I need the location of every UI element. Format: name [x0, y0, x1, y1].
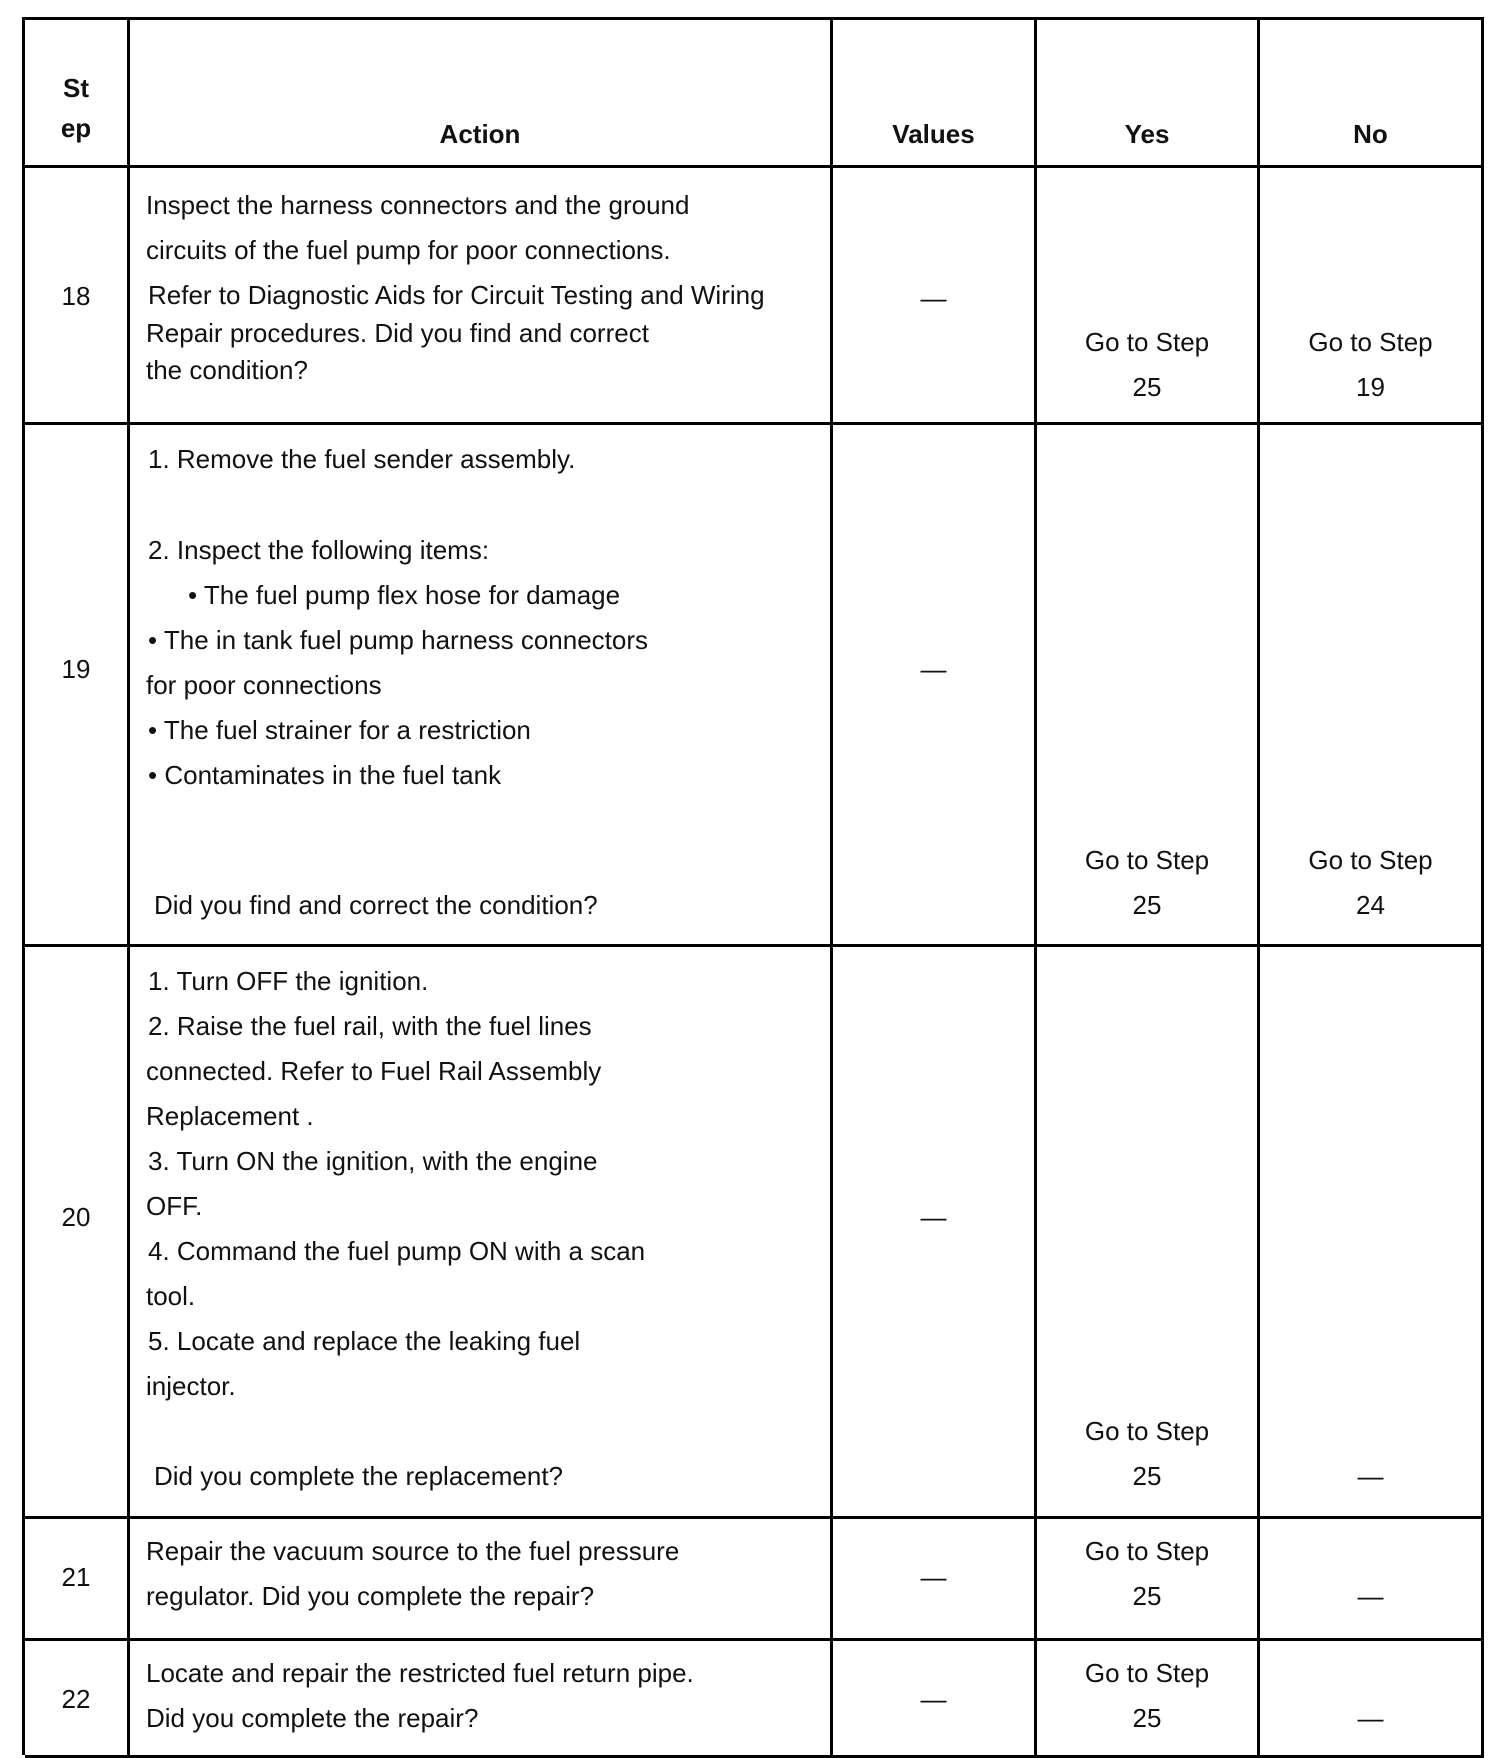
action-line: 5. Locate and replace the leaking fuel	[148, 1326, 581, 1356]
values-cell-20	[833, 947, 1037, 1519]
no-dash: —	[1357, 1461, 1384, 1491]
action-line: the condition?	[146, 355, 308, 385]
yes-cell-20	[1037, 947, 1260, 1519]
action-cell-22	[130, 1641, 833, 1758]
header-yes-cell	[1037, 20, 1260, 168]
action-line: injector.	[146, 1371, 236, 1401]
yes-goto-step: 25	[1132, 1703, 1162, 1733]
header-values: Values	[892, 119, 975, 149]
header-yes: Yes	[1124, 119, 1170, 149]
yes-cell-19	[1037, 425, 1260, 947]
action-line: 4. Command the fuel pump ON with a scan	[148, 1236, 646, 1266]
action-line: for poor connections	[146, 670, 382, 700]
step-cell-22	[25, 1641, 130, 1758]
action-line: Repair procedures. Did you find and correct	[146, 318, 649, 348]
yes-goto-label: Go to Step	[1084, 845, 1210, 875]
step-number: 22	[61, 1684, 91, 1714]
action-line: 2. Raise the fuel rail, with the fuel lines	[148, 1011, 592, 1041]
header-values-cell	[833, 20, 1037, 168]
action-line: Inspect the harness connectors and the ground	[146, 190, 690, 220]
step-number: 19	[61, 654, 91, 684]
action-line: Replacement .	[146, 1101, 314, 1131]
yes-goto-label: Go to Step	[1084, 1416, 1210, 1446]
action-line: Did you complete the replacement?	[154, 1461, 564, 1491]
value-dash: —	[920, 1562, 947, 1592]
action-line: Refer to Diagnostic Aids for Circuit Testing and Wiring	[148, 280, 765, 310]
diagnostic-table	[22, 17, 1484, 1755]
header-action-cell	[130, 20, 833, 168]
yes-cell-18	[1037, 168, 1260, 425]
header-no-cell	[1260, 20, 1484, 168]
step-cell-20	[25, 947, 130, 1519]
action-line: • The fuel strainer for a restriction	[148, 715, 531, 745]
action-cell-21	[130, 1519, 833, 1641]
no-goto-label: Go to Step	[1308, 845, 1433, 875]
action-line: OFF.	[146, 1191, 203, 1221]
action-cell-20	[130, 947, 833, 1519]
no-goto-step: 19	[1356, 372, 1385, 402]
action-line: circuits of the fuel pump for poor connections.	[146, 235, 671, 265]
action-line: 1. Turn OFF the ignition.	[148, 966, 429, 996]
action-cell-18	[130, 168, 833, 425]
step-cell-18	[25, 168, 130, 425]
yes-goto-step: 25	[1132, 890, 1162, 920]
action-cell-19	[130, 425, 833, 947]
no-cell-19	[1260, 425, 1484, 947]
yes-goto-label: Go to Step	[1084, 1536, 1210, 1566]
step-number: 18	[61, 281, 91, 311]
action-line: • Contaminates in the fuel tank	[148, 760, 502, 790]
yes-goto-step: 25	[1132, 1461, 1162, 1491]
values-cell-19	[833, 425, 1037, 947]
yes-goto-label: Go to Step	[1084, 1658, 1210, 1688]
no-cell-22	[1260, 1641, 1484, 1758]
no-cell-18	[1260, 168, 1484, 425]
values-cell-22	[833, 1641, 1037, 1758]
action-line: Locate and repair the restricted fuel return pipe.	[146, 1658, 694, 1688]
value-dash: —	[920, 283, 947, 313]
header-step-cell	[25, 20, 130, 168]
action-line: • The in tank fuel pump harness connectors	[148, 625, 649, 655]
action-line: 2. Inspect the following items:	[148, 535, 490, 565]
action-line: 3. Turn ON the ignition, with the engine	[148, 1146, 598, 1176]
no-goto-label: Go to Step	[1308, 327, 1433, 357]
yes-goto-step: 25	[1132, 1581, 1162, 1611]
no-cell-20	[1260, 947, 1484, 1519]
action-line: 1. Remove the fuel sender assembly.	[148, 444, 576, 474]
value-dash: —	[920, 1684, 947, 1714]
no-cell-21	[1260, 1519, 1484, 1641]
yes-cell-21	[1037, 1519, 1260, 1641]
action-line: Repair the vacuum source to the fuel pressure	[146, 1536, 680, 1566]
header-step: St ep	[60, 73, 92, 143]
no-dash: —	[1357, 1581, 1384, 1611]
action-line: regulator. Did you complete the repair?	[146, 1581, 595, 1611]
header-action: Action	[439, 119, 521, 149]
value-dash: —	[920, 654, 947, 684]
yes-goto-step: 25	[1132, 372, 1162, 402]
yes-goto-label: Go to Step	[1084, 327, 1210, 357]
values-cell-21	[833, 1519, 1037, 1641]
action-line: Did you complete the repair?	[146, 1703, 479, 1733]
step-cell-19	[25, 425, 130, 947]
step-number: 20	[61, 1202, 91, 1232]
no-dash: —	[1357, 1703, 1384, 1733]
values-cell-18	[833, 168, 1037, 425]
value-dash: —	[920, 1202, 947, 1232]
yes-cell-22	[1037, 1641, 1260, 1758]
action-line: tool.	[146, 1281, 196, 1311]
action-line: Did you find and correct the condition?	[154, 890, 598, 920]
step-number: 21	[61, 1562, 91, 1592]
header-no: No	[1353, 119, 1388, 149]
step-cell-21	[25, 1519, 130, 1641]
action-line: • The fuel pump flex hose for damage	[188, 580, 621, 610]
action-line: connected. Refer to Fuel Rail Assembly	[146, 1056, 602, 1086]
no-goto-step: 24	[1356, 890, 1385, 920]
